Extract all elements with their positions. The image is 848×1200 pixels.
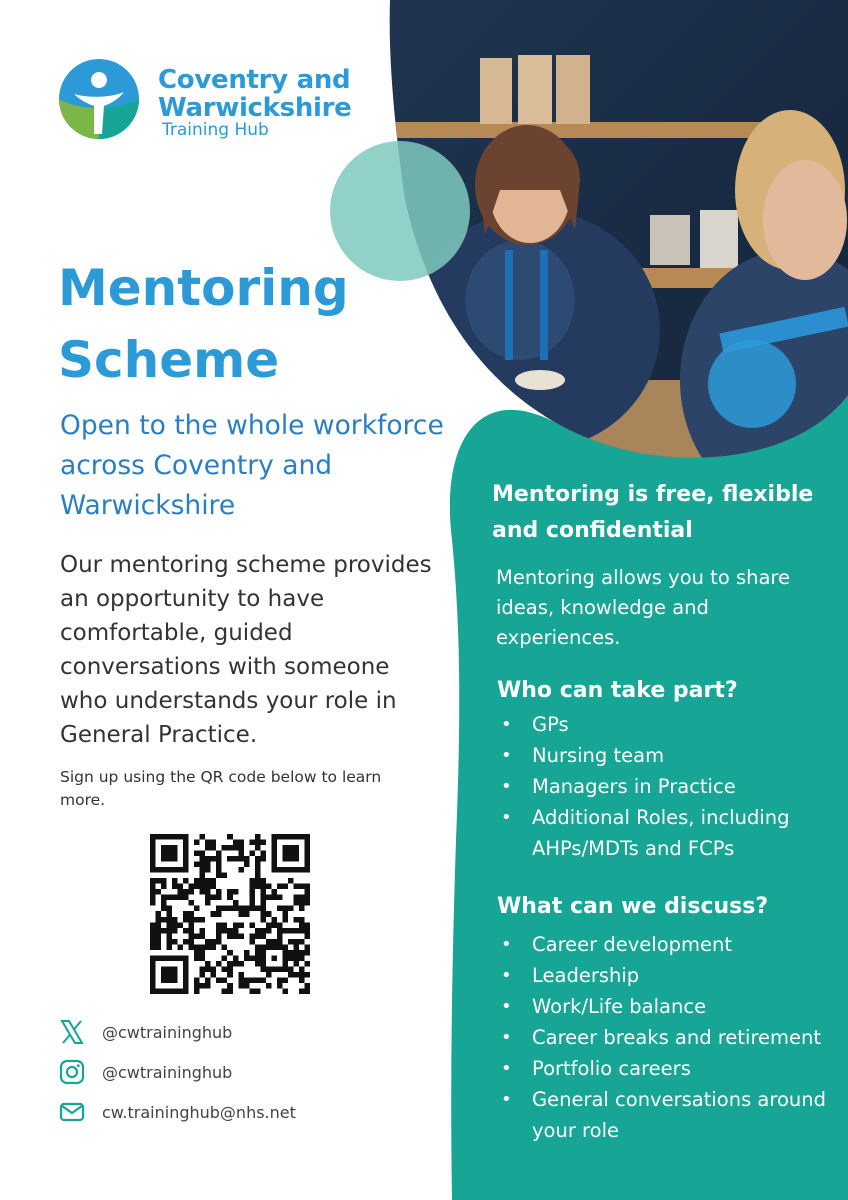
- instagram-handle: @cwtraininghub: [102, 1062, 233, 1082]
- social-x-row[interactable]: [58, 1017, 232, 1047]
- qr-code[interactable]: [150, 834, 310, 994]
- who-list: [497, 709, 827, 864]
- logo-subname: Training Hub: [162, 120, 269, 140]
- logo: [58, 58, 140, 140]
- logo-name-line1: Coventry and: [158, 65, 351, 95]
- panel-paragraph: Mentoring allows you to share ideas, knowledge and experiences.: [496, 566, 791, 649]
- social-email-row[interactable]: [58, 1097, 296, 1127]
- what-list: [497, 929, 827, 1146]
- instagram-icon: [58, 1058, 86, 1086]
- what-heading: What can we discuss?: [497, 894, 769, 919]
- list-item: • GPs: [497, 709, 827, 740]
- logo-name: [158, 66, 352, 122]
- logo-mark: [58, 58, 140, 140]
- list-item: • Career development: [497, 929, 827, 960]
- subtitle: Open to the whole workforce across Coventry and Warwickshire: [60, 410, 444, 521]
- x-icon: [58, 1018, 86, 1046]
- list-item: • General conversations around your role: [497, 1084, 827, 1146]
- page-title: Mentoring Scheme: [58, 259, 349, 389]
- list-item: • Nursing team: [497, 740, 827, 771]
- blue-circle-decoration: [708, 340, 796, 428]
- list-item: • Managers in Practice: [497, 771, 827, 802]
- list-item: • Career breaks and retirement: [497, 1022, 827, 1053]
- email-icon: [58, 1098, 86, 1126]
- list-item: • Additional Roles, including AHPs/MDTs and FCPs: [497, 802, 827, 864]
- email-address: cw.traininghub@nhs.net: [102, 1102, 296, 1122]
- list-item: • Portfolio careers: [497, 1053, 827, 1084]
- list-item: • Work/Life balance: [497, 991, 827, 1022]
- who-heading: Who can take part?: [497, 678, 738, 703]
- social-instagram-row[interactable]: [58, 1057, 232, 1087]
- intro-paragraph: Our mentoring scheme provides an opportunity to have comfortable, guided conversations with someone who understands your role in General Practice.: [60, 552, 432, 748]
- x-handle: @cwtraininghub: [102, 1022, 233, 1042]
- logo-name-line2: Warwickshire: [158, 93, 352, 123]
- list-item: • Leadership: [497, 960, 827, 991]
- signup-text: Sign up using the QR code below to learn more.: [60, 768, 382, 809]
- panel-heading: Mentoring is free, flexible and confidential: [492, 482, 814, 543]
